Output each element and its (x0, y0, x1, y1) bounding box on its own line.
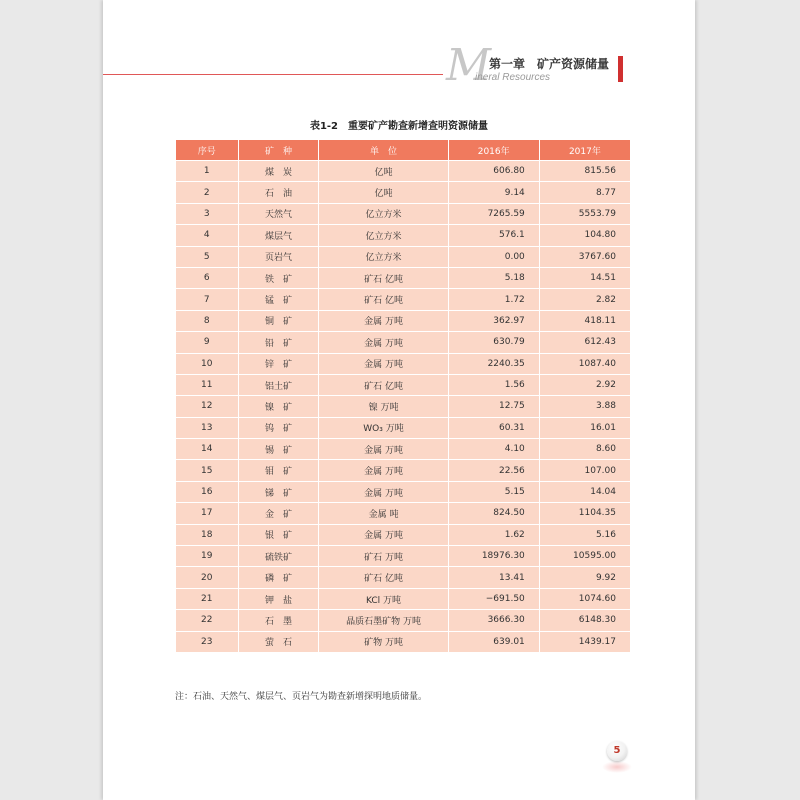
cell-no: 1 (176, 161, 238, 181)
cell-2016: 9.14 (449, 182, 539, 202)
cell-unit: 金属 万吨 (319, 354, 447, 374)
cell-unit: 金属 万吨 (319, 460, 447, 480)
header-subtitle-en: ineral Resources (475, 72, 551, 83)
cell-mineral: 天然气 (239, 204, 319, 224)
table-row (176, 439, 630, 459)
cell-no: 2 (176, 182, 238, 202)
table-row (176, 204, 630, 224)
cell-no: 13 (176, 418, 238, 438)
cell-unit: 金属 万吨 (319, 311, 447, 331)
cell-2017: 418.11 (540, 311, 630, 331)
cell-mineral: 金 矿 (239, 503, 319, 523)
cell-2016: 3666.30 (449, 610, 539, 630)
cell-2016: 5.18 (449, 268, 539, 288)
cell-unit: 金属 万吨 (319, 482, 447, 502)
cell-mineral: 石 油 (239, 182, 319, 202)
table-row (176, 247, 630, 267)
cell-2016: 639.01 (449, 632, 539, 652)
cell-no: 11 (176, 375, 238, 395)
cell-2016: 362.97 (449, 311, 539, 331)
cell-no: 7 (176, 289, 238, 309)
cell-2017: 5.16 (540, 525, 630, 545)
cell-no: 4 (176, 225, 238, 245)
cell-2017: 612.43 (540, 332, 630, 352)
cell-2016: 18976.30 (449, 546, 539, 566)
cell-2017: 815.56 (540, 161, 630, 181)
cell-2016: 22.56 (449, 460, 539, 480)
cell-mineral: 石 墨 (239, 610, 319, 630)
cell-mineral: 煤 炭 (239, 161, 319, 181)
cell-unit: 亿立方米 (319, 247, 447, 267)
cell-2017: 2.82 (540, 289, 630, 309)
cell-mineral: 镍 矿 (239, 396, 319, 416)
header-cell-unit: 单 位 (319, 140, 447, 160)
cell-2017: 10595.00 (540, 546, 630, 566)
cell-2017: 104.80 (540, 225, 630, 245)
table-title: 表1-2 重要矿产勘查新增查明资源储量 (309, 121, 489, 132)
header-cell-2016: 2016年 (449, 140, 539, 160)
cell-mineral: 锰 矿 (239, 289, 319, 309)
cell-2017: 16.01 (540, 418, 630, 438)
cell-mineral: 硫铁矿 (239, 546, 319, 566)
table-row (176, 354, 630, 374)
cell-no: 23 (176, 632, 238, 652)
cell-no: 15 (176, 460, 238, 480)
cell-mineral: 锌 矿 (239, 354, 319, 374)
cell-mineral: 银 矿 (239, 525, 319, 545)
cell-unit: 矿石 万吨 (319, 546, 447, 566)
cell-2017: 9.92 (540, 567, 630, 587)
table-row (176, 182, 630, 202)
cell-2017: 14.04 (540, 482, 630, 502)
table-row (176, 503, 630, 523)
cell-2016: 606.80 (449, 161, 539, 181)
cell-unit: 矿石 亿吨 (319, 268, 447, 288)
cell-2017: 1104.35 (540, 503, 630, 523)
table-row (176, 332, 630, 352)
cell-unit: WO₃ 万吨 (319, 418, 447, 438)
cell-unit: 亿立方米 (319, 204, 447, 224)
cell-2016: 60.31 (449, 418, 539, 438)
header-cell-2017: 2017年 (540, 140, 630, 160)
cell-no: 10 (176, 354, 238, 374)
cell-mineral: 钼 矿 (239, 460, 319, 480)
cell-mineral: 磷 矿 (239, 567, 319, 587)
cell-2016: 1.56 (449, 375, 539, 395)
cell-no: 16 (176, 482, 238, 502)
cell-unit: 矿石 亿吨 (319, 289, 447, 309)
cell-unit: 金属 万吨 (319, 525, 447, 545)
cell-no: 9 (176, 332, 238, 352)
cell-2016: 13.41 (449, 567, 539, 587)
cell-2017: 3.88 (540, 396, 630, 416)
cell-unit: 晶质石墨矿物 万吨 (319, 610, 447, 630)
cell-2016: 630.79 (449, 332, 539, 352)
cell-2016: 0.00 (449, 247, 539, 267)
cell-no: 12 (176, 396, 238, 416)
cell-2016: 576.1 (449, 225, 539, 245)
cell-2017: 1074.60 (540, 589, 630, 609)
table-row (176, 567, 630, 587)
cell-2017: 8.77 (540, 182, 630, 202)
cell-2016: 7265.59 (449, 204, 539, 224)
cell-2016: 5.15 (449, 482, 539, 502)
cell-no: 3 (176, 204, 238, 224)
table-row (176, 375, 630, 395)
cell-2017: 8.60 (540, 439, 630, 459)
cell-2016: 4.10 (449, 439, 539, 459)
cell-unit: 亿吨 (319, 161, 447, 181)
cell-no: 14 (176, 439, 238, 459)
header-accent-bar (618, 56, 623, 82)
table-row (176, 396, 630, 416)
cell-no: 20 (176, 567, 238, 587)
cell-2017: 5553.79 (540, 204, 630, 224)
cell-unit: 矿石 亿吨 (319, 375, 447, 395)
cell-mineral: 钾 盐 (239, 589, 319, 609)
table-row (176, 589, 630, 609)
table-row (176, 525, 630, 545)
document-page (103, 0, 695, 800)
cell-unit: 矿物 万吨 (319, 632, 447, 652)
table-row (176, 632, 630, 652)
cell-2017: 107.00 (540, 460, 630, 480)
header-cell-no: 序号 (176, 140, 238, 160)
table-row (176, 225, 630, 245)
cell-unit: 亿吨 (319, 182, 447, 202)
cell-mineral: 锑 矿 (239, 482, 319, 502)
cell-no: 19 (176, 546, 238, 566)
cell-2016: 1.62 (449, 525, 539, 545)
cell-unit: 亿立方米 (319, 225, 447, 245)
cell-2017: 6148.30 (540, 610, 630, 630)
table-row (176, 311, 630, 331)
table-row (176, 460, 630, 480)
cell-mineral: 页岩气 (239, 247, 319, 267)
table-row (176, 268, 630, 288)
cell-no: 17 (176, 503, 238, 523)
header-big-letter: M (446, 40, 492, 91)
cell-no: 5 (176, 247, 238, 267)
table-body (176, 161, 630, 652)
cell-2017: 3767.60 (540, 247, 630, 267)
page-number-shadow (602, 761, 632, 773)
cell-unit: 金属 万吨 (319, 332, 447, 352)
cell-2017: 2.92 (540, 375, 630, 395)
cell-unit: 金属 万吨 (319, 439, 447, 459)
table-row (176, 610, 630, 630)
cell-unit: 矿石 亿吨 (319, 567, 447, 587)
cell-mineral: 萤 石 (239, 632, 319, 652)
cell-no: 21 (176, 589, 238, 609)
cell-mineral: 铁 矿 (239, 268, 319, 288)
cell-no: 22 (176, 610, 238, 630)
cell-mineral: 煤层气 (239, 225, 319, 245)
cell-2016: 1.72 (449, 289, 539, 309)
cell-no: 6 (176, 268, 238, 288)
cell-unit: 镍 万吨 (319, 396, 447, 416)
cell-unit: KCl 万吨 (319, 589, 447, 609)
cell-mineral: 铜 矿 (239, 311, 319, 331)
reserves-table (175, 139, 631, 653)
cell-2016: 12.75 (449, 396, 539, 416)
table-note: 注：石油、天然气、煤层气、页岩气为勘查新增探明地质储量。 (175, 692, 428, 702)
header-cell-mineral: 矿 种 (239, 140, 319, 160)
cell-mineral: 铅 矿 (239, 332, 319, 352)
cell-mineral: 锡 矿 (239, 439, 319, 459)
table-row (176, 161, 630, 181)
cell-no: 18 (176, 525, 238, 545)
table-row (176, 482, 630, 502)
table-row (176, 289, 630, 309)
cell-2017: 14.51 (540, 268, 630, 288)
cell-2017: 1439.17 (540, 632, 630, 652)
header-rule (103, 74, 443, 75)
cell-2016: 2240.35 (449, 354, 539, 374)
cell-unit: 金属 吨 (319, 503, 447, 523)
chapter-title: 第一章 矿产资源储量 (489, 57, 610, 71)
page-number: 5 (607, 741, 627, 761)
table-row (176, 418, 630, 438)
cell-no: 8 (176, 311, 238, 331)
cell-2016: −691.50 (449, 589, 539, 609)
cell-2016: 824.50 (449, 503, 539, 523)
cell-2017: 1087.40 (540, 354, 630, 374)
table-row (176, 546, 630, 566)
table-header-row (176, 140, 630, 160)
cell-mineral: 铝土矿 (239, 375, 319, 395)
cell-mineral: 钨 矿 (239, 418, 319, 438)
